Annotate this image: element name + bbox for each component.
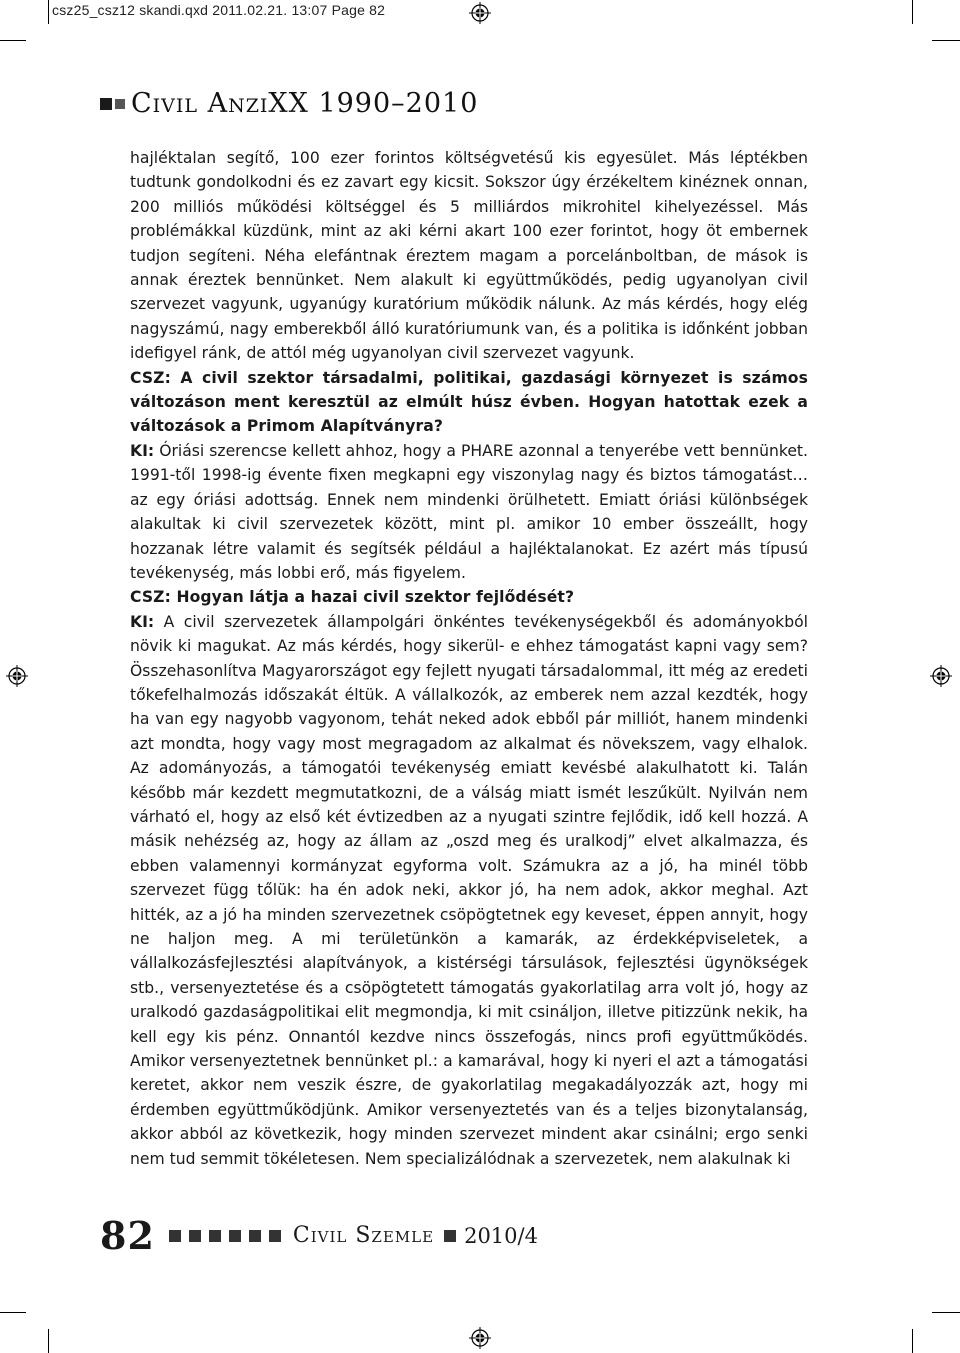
registration-mark-icon xyxy=(930,665,952,687)
square-bullets-icon xyxy=(100,98,125,110)
speaker-label: KI: xyxy=(130,441,155,460)
page-footer xyxy=(100,1213,538,1258)
interview-paragraph xyxy=(130,146,808,366)
paragraph-text: Óriási szerencse kellett ahhoz, hogy a PHARE azonnal a tenyerébe vett bennünket. 1991-től 1998-ig évente fixen megkapni egy viszonylag nagy és biztos támogatást… az egy óriási adottság. Ennek nem mindenki örülhetett. Emiatt óriási különbségek alakultak ki civil szervezetek között, mint pl. amikor 10 ember összeállt, hogy hozzanak létre valamit és segítsék például a hajléktalanokat. Ez azért más típusú tevékenység, más lobbi erő, más figyelem. xyxy=(130,441,808,582)
article-body xyxy=(130,146,808,1171)
speaker-label: CSZ: xyxy=(130,588,171,607)
speaker-label: CSZ: xyxy=(130,368,171,387)
crop-mark xyxy=(912,1329,913,1353)
journal-name: Civil Szemle xyxy=(292,1223,435,1248)
running-head xyxy=(100,88,478,119)
paragraph-text: hajléktalan segítő, 100 ezer forintos költségvetésű kis egyesület. Más léptékben tudtunk gondolkodni és ez zavart egy kicsit. Sokszor úgy érzékeltem kinéznek onnan, 200 milliós működési költséggel és 5 milliárdos mikrohitel kihelyezéssel. Más problémákkal küzdünk, mint az aki kérni akart 100 ezer forintot, hogy öt embernek tudjon segíteni. Néha elefántnak éreztem magam a porcelánboltban, de mások is annak éreztek bennünket. Nem alakult ki együttműködés, pedig ugyanolyan civil szervezet vagyunk, ugyanúgy kuratórium működik nálunk. Az más kérdés, hogy elég nagyszámú, nagy emberekből álló kuratóriumunk van, és a politika is időnként jobban idefigyel ránk, de attól még ugyanolyan civil szervezet vagyunk. xyxy=(130,149,808,363)
interview-paragraph xyxy=(130,610,808,1171)
registration-mark-icon xyxy=(6,665,28,687)
crop-mark xyxy=(912,0,913,24)
file-slug: csz25_csz12 skandi.qxd 2011.02.21. 13:07 Page 82 xyxy=(52,2,386,18)
separator-square-icon xyxy=(444,1230,456,1242)
interview-question xyxy=(130,366,808,439)
registration-mark-icon xyxy=(469,2,491,24)
crop-mark xyxy=(48,1329,49,1353)
paragraph-text: A civil szervezetek állampolgári önkéntes tevékenységekből és adományokból növik ki magukat. Az más kérdés, hogy sikerül- e ehhez támogatást kapni vagy sem? Összehasonlítva Magyarországot egy fejlett nyugati társadalommal, itt még az eredeti tőkefelhalmozás időszakát éltük. A vállalkozók, az emberek nem azzal kezdték, hogy ha van egy nagyobb vagyonom, tehát neked adok ebből pár milliót, hanem mindenki azt mondta, hogy vagy most megragadom az alkalmat és növekszem, vagy elhalok. Az adományozás, a támogatói tevékenység emiatt kevésbé alakulhatott ki. Talán később már kezdett megmutatkozni, de a válság miatt ismét leszűkült. Nyilván nem várható el, hogy az első két évtizedben az a nyugati szintre fejlődik, idő kell hozzá. A másik nehézség az, hogy az állam az „oszd meg és uralkodj” elvet alkalmazza, és ebben valamennyi kormányzat egyforma volt. Számukra az a jó, ha minél több szervezet függ tőlük: ha én adok neki, akkor jó, ha nem adok, akkor meghal. Azt hitték, az a jó ha minden szervezetnek csöpögtetnek egy keveset, éppen annyit, hogy ne haljon meg. A mi területünkön a kamarák, az érdekképviseletek, a vállalkozásfejlesztési alapítványok, a kistérségi társulások, fejlesztési ügynökségek stb., versenyeztetése és a csöpögtetett támogatás gyakorlatilag arra volt jó, hogy az uralkodó gazdaságpolitikai elit megmondja, ki mit csináljon, illetve pitizzünk nekik, ha kell egy kis pénz. Onnantól kezdve nincs összefogás, nincs profi együttműködés. Amikor versenyeztetnek bennünket pl.: a kamarával, hogy ki nyeri el azt a támogatási keretet, akkor nem veszik észre, de gyakorlatilag megakadályozzák azt, hogy mi érdemben együttműködjünk. Amikor versenyeztetés van és a teljes bizonytalanság, akkor abból az következik, hogy minden szervezet mindent akar csinálni; ergo senki nem tud semmit tökéletesen. Nem specializálódnak a szervezetek, nem alakulnak ki xyxy=(130,612,808,1168)
square-bullets-icon xyxy=(169,1230,281,1242)
registration-mark-icon xyxy=(469,1327,491,1349)
page-number: 82 xyxy=(100,1213,155,1258)
interview-question xyxy=(130,585,808,609)
crop-mark xyxy=(932,1312,960,1313)
running-head-title: Civil AnziXX 1990–2010 xyxy=(131,88,479,119)
paragraph-text: Hogyan látja a hazai civil szektor fejlődését? xyxy=(176,588,575,607)
crop-mark xyxy=(0,1312,26,1313)
interview-paragraph xyxy=(130,439,808,585)
paragraph-text: A civil szektor társadalmi, politikai, gazdasági környezet is számos változáson ment keresztül az elmúlt húsz évben. Hogyan hatottak ezek a változások a Primom Alapítványra? xyxy=(130,368,808,436)
crop-mark xyxy=(0,40,26,41)
crop-mark xyxy=(48,0,49,24)
issue-number: 2010/4 xyxy=(464,1223,538,1248)
crop-mark xyxy=(932,40,960,41)
speaker-label: KI: xyxy=(130,612,155,631)
